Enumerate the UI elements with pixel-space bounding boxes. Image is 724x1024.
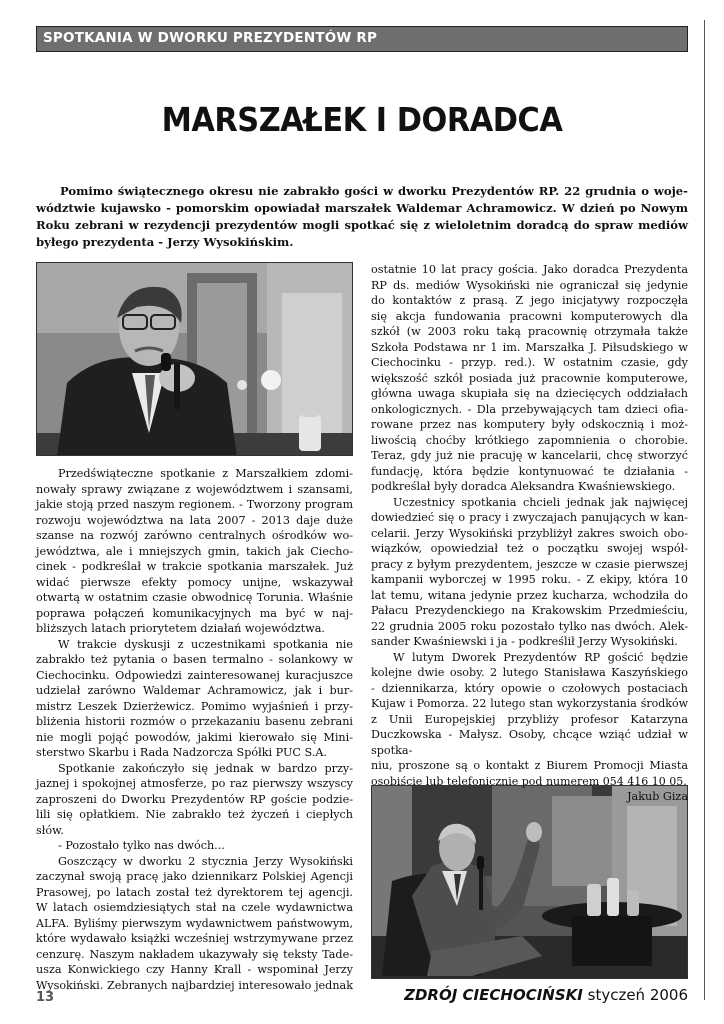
text-line: do kontaktów z prasą. Z jego inicjatywy rozpoczęła	[371, 294, 688, 307]
photo-wysokinski	[371, 785, 688, 979]
left-text-column	[36, 466, 353, 993]
section-header-bar	[36, 26, 688, 52]
publication-footer	[404, 986, 688, 1004]
text-line: zaczynał swoją pracę jako dziennikarz Polskiej Agencji	[36, 870, 353, 883]
text-line: lat temu, witana jedynie przez kucharza, wchodziła do	[371, 588, 688, 602]
photo-marszalek	[36, 262, 353, 456]
text-line: Prasowej, po latach został też dyrektorem tej agencji.	[36, 885, 353, 899]
article-lead	[36, 183, 688, 251]
text-line: wiązków, opowiedział też o początku swojej współ-	[371, 542, 688, 555]
lead-line: Roku zebrani w rezydencji prezydentów mogli spotkać się z wieloletnim doradcą do spraw mediów	[36, 218, 688, 232]
lead-line: byłego prezydenta - Jerzy Wysokińskim.	[36, 235, 294, 249]
text-line: dowiedzieć się o pracy i zwyczajach panujących w kan-	[371, 511, 688, 524]
text-line: poprawa połączeń komunikacyjnych ma być w naj-	[36, 606, 353, 620]
section-header-text: SPOTKANIA W DWORKU PREZYDENTÓW RP	[43, 30, 378, 46]
right-margin-rule	[704, 20, 705, 1000]
text-line: z Unii Europejskiej przybliży profesor Katarzyna Duczkowska - Małysz. Osoby, chcące wziąć udział w spotka-	[371, 712, 688, 757]
text-line: Ciechocinku - przyp. red.). W ostatnim czasie, gdy	[371, 356, 688, 369]
text-line: Pałacu Prezydenckiego na Krakowskim Przedmieściu,	[371, 604, 688, 617]
text-line: ALFA. Byliśmy pierwszym wydawnictwem państwowym,	[36, 916, 353, 930]
text-line: Spotkanie zakończyło się jednak w bardzo przy-	[58, 761, 353, 775]
right-text-column	[371, 262, 688, 805]
publication-name: ZDRÓJ CIECHOCIŃSKI	[404, 986, 583, 1004]
lead-line: Pomimo świątecznego okresu nie zabrakło gości w dworku Prezydentów RP. 22 grudnia o woje-	[60, 184, 688, 198]
text-line: jakie stoją przed naszym regionem. - Tworzony program	[36, 498, 353, 511]
text-line: szanse na rozwój zarówno centralnych ośrodków wo-	[36, 529, 353, 542]
text-line: zabrakło też pytania o basen termalno - solankowy w	[36, 653, 353, 666]
photo-wysokinski-image	[372, 786, 688, 979]
text-line: Teraz, gdy już nie pracuję w kancelarii, chcę stworzyć	[371, 449, 688, 462]
text-line: niu, proszone są o kontakt z Biurem Promocji Miasta	[371, 759, 688, 772]
text-line: bliższych latach priorytetem działań województwa.	[36, 622, 325, 635]
text-line: fundację, która będzie kontynuować te działania -	[371, 464, 688, 478]
text-line: zaproszeni do Dworku Prezydentów RP goście podzie-	[36, 792, 353, 806]
text-line: się akcja fundowania pracowni komputerowych dla	[371, 309, 688, 323]
text-line: słów.	[36, 823, 64, 837]
text-line: pracy z byłym prezydentem, jeszcze w czasie pierwszej	[371, 557, 688, 571]
text-line: rowane przez nas komputery były odskocznią i moż-	[371, 418, 688, 431]
text-line: Ciechocinku. Odpowiedzi zainteresowanej kuracjuszce	[36, 668, 353, 682]
text-line: szkół (w 2003 roku taką pracownię otrzymała także	[371, 325, 688, 338]
text-line: podkreślał były doradca Aleksandra Kwaśniewskiego.	[371, 480, 676, 493]
text-line: cinek - podkreślał w trakcie spotkania marszałek. Już	[36, 560, 353, 573]
text-line: większość szkół posiada już pracownie komputerowe,	[371, 371, 688, 385]
text-line: kampanii wyborczej w 1995 roku. - Z ekipy, która 10	[371, 573, 688, 586]
text-line: 22 grudnia 2005 roku pozostało tylko nas dwóch. Alek-	[371, 619, 688, 633]
text-line: W latach osiemdziesiątych stał na czele wydawnictwa	[36, 901, 353, 914]
text-line: udzielał zarówno Waldemar Achramowicz, jak i bur-	[36, 684, 353, 697]
lead-line: wództwie kujawsko - pomorskim opowiadał marszałek Waldemar Achramowicz. W dzień po Nowym	[36, 201, 688, 215]
text-line: widać pierwsze efekty pomocy unijne, wskazywał	[36, 575, 353, 589]
text-line: sterstwo Skarbu i Rada Nadzorcza Spółki PUC S.A.	[36, 746, 327, 759]
text-line: RP ds. mediów Wysokiński nie ograniczał się jedynie	[371, 278, 688, 292]
text-line: bliżenia historii rozmów o przekazaniu basenu zebrani	[36, 715, 353, 728]
page-number: 13	[36, 990, 55, 1005]
text-line: jaznej i spokojnej atmosferze, po raz pierwszy wszyscy	[36, 777, 353, 790]
text-line: sander Kwaśniewski i ja - podkreślił Jerzy Wysokiński.	[371, 635, 678, 648]
text-line: nowały sprawy związane z województwem i szansami,	[36, 482, 353, 496]
article-title: MARSZAŁEK I DORADCA	[161, 100, 563, 139]
text-line: Szkoła Podstawa nr 1 im. Marszałka J. Piłsudskiego w	[371, 340, 688, 354]
text-line: cenzurę. Naszym nakładem ukazywały się teksty Tade-	[36, 947, 353, 961]
text-line: liwością choćby krótkiego zapomnienia o chorobie.	[371, 433, 688, 447]
text-line: nie mogli pojąć powodów, jakimi kierowało się Mini-	[36, 730, 353, 744]
text-line: lili się opłatkiem. Nie zabrakło też życzeń i ciepłych	[36, 808, 353, 821]
text-line: - Pozostało tylko nas dwóch...	[58, 839, 225, 852]
text-line: osobiście lub telefonicznie pod numerem 054 416 10 05.	[371, 774, 687, 788]
text-line: Wysokiński. Zebranych najbardziej interesowało jednak	[36, 978, 353, 992]
text-line: Przedświąteczne spotkanie z Marszałkiem zdomi-	[58, 467, 353, 480]
text-line: rozwoju województwa na lata 2007 - 2013 daje duże	[36, 513, 353, 527]
text-line: celarii. Jerzy Wysokiński przybliżył zakres swoich obo-	[371, 526, 688, 540]
text-line: otwartą w ostatnim czasie obwodnicę Torunia. Właśnie	[36, 591, 353, 604]
text-line: Goszczący w dworku 2 stycznia Jerzy Wysokiński	[58, 854, 353, 868]
text-line: W lutym Dworek Prezydentów RP gościć będzie	[393, 650, 688, 664]
text-line: onkologicznych. - Dla przebywających tam dzieci ofia-	[371, 402, 688, 416]
text-line: usza Konwickiego czy Hanny Krall - wspominał Jerzy	[36, 963, 353, 976]
text-line: mistrz Leszek Dzierżewicz. Pomimo wyjaśnień i przy-	[36, 699, 353, 713]
text-line: - dziennikarza, który opowie o czołowych postaciach	[371, 681, 688, 695]
publication-date: styczeń 2006	[587, 986, 688, 1004]
text-line: ostatnie 10 lat pracy gościa. Jako doradca Prezydenta	[371, 263, 688, 276]
text-line: jewództwa, ale i mniejszych gmin, takich jak Ciecho-	[36, 544, 353, 558]
text-line: które wydawało książki wcześniej wstrzymywane przez	[36, 932, 353, 945]
text-line: W trakcie dyskusji z uczestnikami spotkania nie	[58, 637, 353, 651]
photo-marszalek-image	[37, 263, 353, 456]
text-line: główna uwaga skupiała się na dziecięcych oddziałach	[371, 387, 688, 400]
text-line: Uczestnicy spotkania chcieli jednak jak najwięcej	[393, 495, 688, 509]
text-line: Kujaw i Pomorza. 22 lutego stan wykorzystania środków	[371, 697, 688, 710]
article-author: Jakub Giza	[627, 790, 688, 803]
text-line: kolejne dwie osoby. 2 lutego Stanisława Kaszyńskiego	[371, 666, 688, 679]
